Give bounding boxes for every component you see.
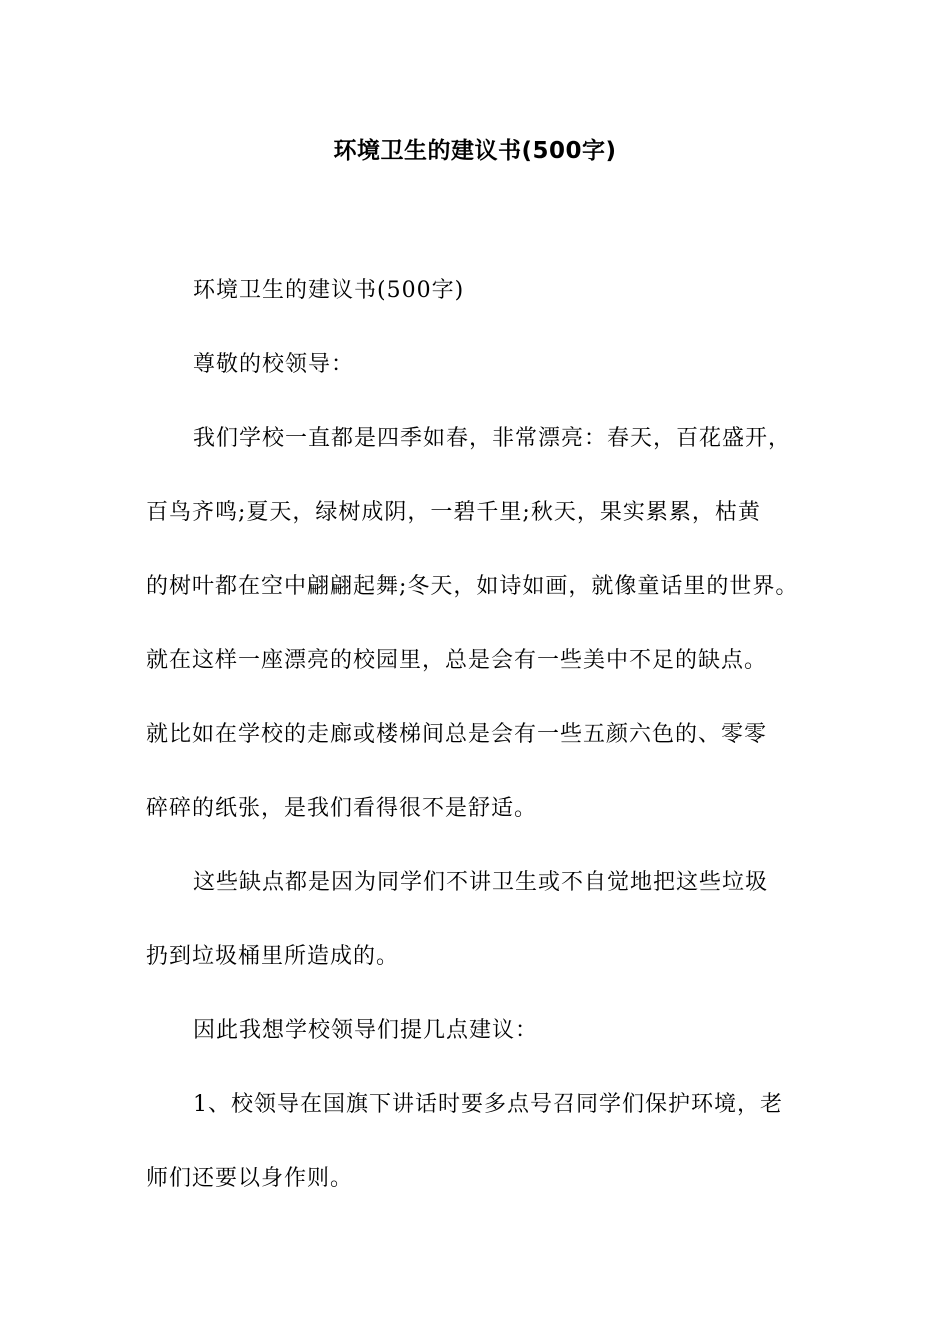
paragraph-line: 就在这样一座漂亮的校园里，总是会有一些美中不足的缺点。 [146,648,768,673]
paragraph-line: 我们学校一直都是四季如春，非常漂亮：春天，百花盛开， [193,426,792,451]
paragraph-line: 碎碎的纸张，是我们看得很不是舒适。 [146,796,538,821]
document-title: 环境卫生的建议书(500字) [333,138,617,164]
paragraph-line: 这些缺点都是因为同学们不讲卫生或不自觉地把这些垃圾 [193,870,769,895]
paragraph-line: 1、校领导在国旗下讲话时要多点号召同学们保护环境，老 [193,1092,783,1117]
paragraph-line: 师们还要以身作则。 [146,1166,354,1191]
paragraph-line: 环境卫生的建议书(500字) [193,278,465,303]
paragraph-line: 的树叶都在空中翩翩起舞;冬天，如诗如画，就像童话里的世界。 [146,574,799,599]
paragraph-line: 因此我想学校领导们提几点建议： [193,1018,539,1043]
paragraph-line: 扔到垃圾桶里所造成的。 [146,944,400,969]
paragraph-line: 就比如在学校的走廊或楼梯间总是会有一些五颜六色的、零零 [146,722,768,747]
document-body [146,254,808,1216]
paragraph-line: 百鸟齐鸣;夏天，绿树成阴，一碧千里;秋天，果实累累，枯黄 [146,500,761,525]
paragraph-line: 尊敬的校领导： [193,352,355,377]
